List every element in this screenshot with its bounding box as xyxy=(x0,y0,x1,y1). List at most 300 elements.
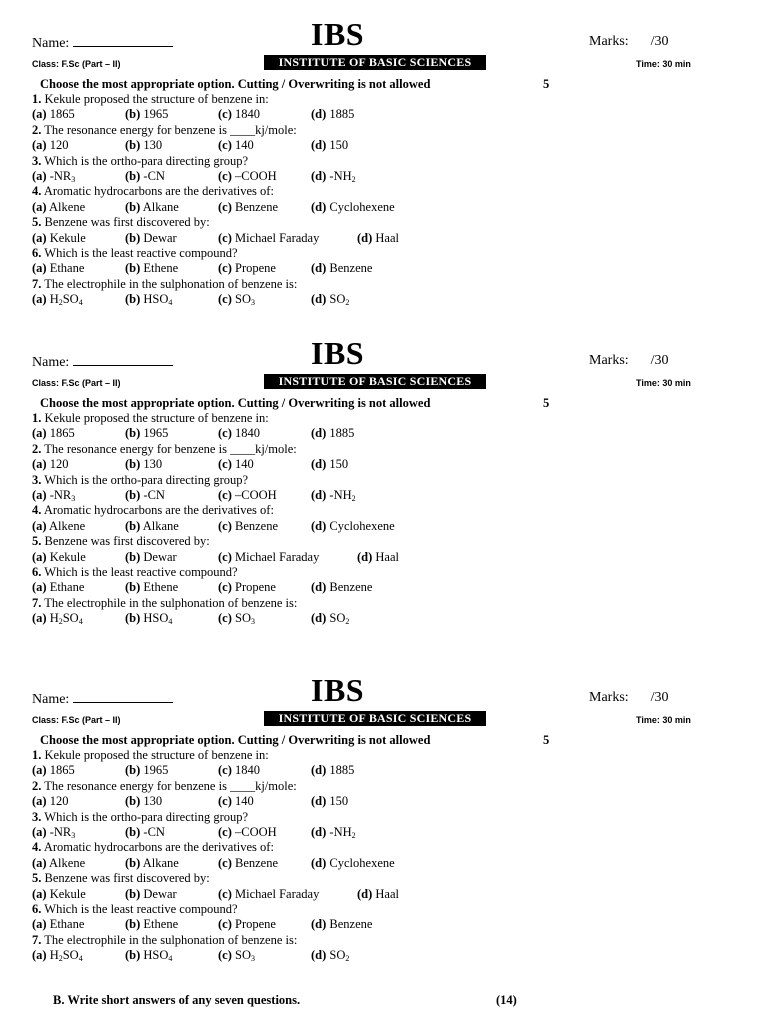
option-b[interactable] xyxy=(125,887,177,902)
institute-banner: INSTITUTE OF BASIC SCIENCES xyxy=(264,374,486,389)
question-text xyxy=(32,933,632,948)
option-value: –COOH xyxy=(235,487,277,502)
option-key: (d) xyxy=(311,855,327,870)
option-a[interactable] xyxy=(32,426,75,441)
option-key: (c) xyxy=(218,518,232,533)
option-subscript: 2 xyxy=(345,617,350,627)
option-d[interactable] xyxy=(311,580,372,595)
options-row xyxy=(32,107,632,122)
option-c[interactable] xyxy=(218,825,277,840)
option-b[interactable] xyxy=(125,107,168,122)
option-d[interactable] xyxy=(311,169,356,184)
question-stem: Which is the ortho-para directing group? xyxy=(44,809,249,824)
option-subscript: 3 xyxy=(71,830,76,840)
name-blank[interactable] xyxy=(73,34,173,47)
option-key: (d) xyxy=(311,138,327,153)
option-subscript: 2 xyxy=(58,954,63,964)
option-key: (c) xyxy=(218,292,232,307)
option-value: -NR xyxy=(49,487,72,502)
option-a[interactable] xyxy=(32,231,86,246)
option-value: Alkene xyxy=(49,518,86,533)
question-stem: Kekule proposed the structure of benzene in: xyxy=(44,92,269,106)
option-b[interactable] xyxy=(125,948,172,963)
option-value: 1840 xyxy=(235,763,260,778)
question-text xyxy=(32,442,632,457)
section-a-marks: 5 xyxy=(543,396,550,410)
option-c[interactable] xyxy=(218,763,260,778)
option-key: (c) xyxy=(218,168,232,183)
option-c[interactable] xyxy=(218,169,277,184)
options-row xyxy=(32,550,632,565)
option-subscript: 2 xyxy=(351,174,356,184)
option-key: (c) xyxy=(218,917,232,932)
options-row xyxy=(32,887,632,902)
section-a-instruction: Choose the most appropriate option. Cutting / Overwriting is not allowed xyxy=(40,733,431,747)
option-c[interactable] xyxy=(218,580,276,595)
marks-label: Marks: xyxy=(589,34,629,49)
option-d[interactable] xyxy=(311,426,354,441)
option-a[interactable] xyxy=(32,763,75,778)
option-value: 120 xyxy=(49,457,69,472)
option-a[interactable] xyxy=(32,107,75,122)
option-b[interactable] xyxy=(125,488,165,503)
question-text xyxy=(32,154,632,169)
option-b[interactable] xyxy=(125,611,172,626)
options-row xyxy=(32,825,632,840)
option-b[interactable] xyxy=(125,856,179,871)
option-d[interactable] xyxy=(357,231,399,246)
option-key: (c) xyxy=(218,199,232,214)
option-value: 130 xyxy=(143,138,163,153)
option-d[interactable] xyxy=(311,763,354,778)
question-number: 6. xyxy=(32,245,42,260)
question-stem: The resonance energy for benzene is ____kj/mole: xyxy=(44,441,297,456)
option-b[interactable] xyxy=(125,519,179,534)
institute-banner: INSTITUTE OF BASIC SCIENCES xyxy=(264,55,486,70)
option-a[interactable] xyxy=(32,488,75,503)
option-key: (a) xyxy=(32,107,47,122)
question-number: 7. xyxy=(32,932,42,947)
option-key: (d) xyxy=(311,763,327,778)
option-value: -CN xyxy=(143,487,165,502)
option-b[interactable] xyxy=(125,261,178,276)
name-blank[interactable] xyxy=(73,690,173,703)
question-text xyxy=(32,810,632,825)
option-value: 1840 xyxy=(235,107,260,122)
option-subscript: 4 xyxy=(168,298,173,308)
options-row xyxy=(32,292,632,307)
option-key: (b) xyxy=(125,457,141,472)
option-b[interactable] xyxy=(125,580,178,595)
option-a[interactable] xyxy=(32,457,68,472)
option-b[interactable] xyxy=(125,292,172,307)
option-d[interactable] xyxy=(357,887,399,902)
option-c[interactable] xyxy=(218,611,255,626)
option-key: (b) xyxy=(125,518,141,533)
question-number: 1. xyxy=(32,92,42,106)
option-key: (b) xyxy=(125,261,141,276)
option-value: Ethene xyxy=(143,917,179,932)
question-stem: Which is the ortho-para directing group? xyxy=(44,153,249,168)
option-key: (b) xyxy=(125,855,141,870)
option-key: (d) xyxy=(311,580,327,595)
options-row xyxy=(32,488,632,503)
marks-field xyxy=(589,690,669,706)
option-value: Alkane xyxy=(142,855,179,870)
question-number: 6. xyxy=(32,901,42,916)
option-c[interactable] xyxy=(218,948,255,963)
option-value: -NR xyxy=(49,168,72,183)
option-value: Alkane xyxy=(142,518,179,533)
option-b[interactable] xyxy=(125,138,162,153)
option-c[interactable] xyxy=(218,457,254,472)
option-b[interactable] xyxy=(125,231,177,246)
option-d[interactable] xyxy=(311,107,354,122)
option-key: (d) xyxy=(311,948,327,963)
marks-label: Marks: xyxy=(589,690,629,705)
options-row xyxy=(32,794,632,809)
option-d[interactable] xyxy=(311,138,348,153)
option-value-tail: SO xyxy=(62,948,79,963)
option-value: 120 xyxy=(49,794,69,809)
option-c[interactable] xyxy=(218,519,278,534)
option-c[interactable] xyxy=(218,231,319,246)
option-a[interactable] xyxy=(32,917,84,932)
option-value: 150 xyxy=(329,138,349,153)
option-b[interactable] xyxy=(125,457,162,472)
question-text xyxy=(32,184,632,199)
question-text xyxy=(32,215,632,230)
option-value: Ethene xyxy=(143,261,179,276)
option-key: (d) xyxy=(311,611,327,626)
section-b-marks: (14) xyxy=(496,993,517,1007)
option-key: (d) xyxy=(311,917,327,932)
option-value: 140 xyxy=(235,457,254,472)
section-a-instruction: Choose the most appropriate option. Cutting / Overwriting is not allowed xyxy=(40,77,431,91)
option-a[interactable] xyxy=(32,169,75,184)
option-value: 1865 xyxy=(49,426,75,441)
question-number: 4. xyxy=(32,503,42,518)
option-c[interactable] xyxy=(218,138,254,153)
question-stem: The resonance energy for benzene is ____kj/mole: xyxy=(44,778,297,793)
option-key: (d) xyxy=(311,794,327,809)
question-stem: Which is the least reactive compound? xyxy=(44,245,238,260)
option-d[interactable] xyxy=(311,261,372,276)
option-value: Kekule xyxy=(49,549,86,564)
marks-total: /30 xyxy=(650,690,669,705)
option-b[interactable] xyxy=(125,825,165,840)
question-text xyxy=(32,503,632,518)
class-label: Class: F.Sc (Part – II) xyxy=(32,378,121,388)
option-key: (c) xyxy=(218,261,232,276)
question-text xyxy=(32,123,632,138)
option-d[interactable] xyxy=(311,488,356,503)
option-d[interactable] xyxy=(311,794,348,809)
question-stem: The electrophile in the sulphonation of benzene is: xyxy=(44,932,298,947)
options-row xyxy=(32,138,632,153)
option-c[interactable] xyxy=(218,794,254,809)
option-key: (d) xyxy=(357,886,373,901)
option-b[interactable] xyxy=(125,550,177,565)
option-value: 1965 xyxy=(143,426,169,441)
option-c[interactable] xyxy=(218,426,260,441)
question-stem: Aromatic hydrocarbons are the derivatives of: xyxy=(43,503,274,518)
option-a[interactable] xyxy=(32,825,75,840)
question-stem: Benzene was first discovered by: xyxy=(44,534,210,549)
option-value: SO xyxy=(235,292,251,307)
name-blank[interactable] xyxy=(73,353,173,366)
option-d[interactable] xyxy=(311,917,372,932)
option-key: (d) xyxy=(311,824,327,839)
option-value: –COOH xyxy=(235,168,277,183)
option-value: SO xyxy=(329,948,346,963)
option-key: (b) xyxy=(125,199,141,214)
question-number: 4. xyxy=(32,840,42,855)
option-b[interactable] xyxy=(125,763,168,778)
option-key: (c) xyxy=(218,794,232,809)
option-key: (d) xyxy=(311,107,327,122)
option-a[interactable] xyxy=(32,292,83,307)
option-key: (a) xyxy=(32,168,47,183)
option-value: 1865 xyxy=(49,107,75,122)
option-key: (a) xyxy=(32,261,47,276)
option-value: 130 xyxy=(143,457,163,472)
option-key: (c) xyxy=(218,824,232,839)
option-key: (c) xyxy=(218,487,232,502)
option-value: 1965 xyxy=(143,107,169,122)
option-key: (b) xyxy=(125,426,141,441)
option-key: (c) xyxy=(218,457,232,472)
question-text xyxy=(32,902,632,917)
option-c[interactable] xyxy=(218,107,260,122)
option-key: (a) xyxy=(32,763,47,778)
option-value: Propene xyxy=(235,917,276,932)
options-row xyxy=(32,426,632,441)
question-number: 1. xyxy=(32,748,42,762)
option-b[interactable] xyxy=(125,794,162,809)
option-b[interactable] xyxy=(125,200,179,215)
time-label: Time: 30 min xyxy=(636,715,691,725)
option-key: (b) xyxy=(125,794,141,809)
option-a[interactable] xyxy=(32,200,85,215)
name-label: Name: xyxy=(32,36,70,51)
option-key: (c) xyxy=(218,580,232,595)
option-c[interactable] xyxy=(218,887,319,902)
marks-label: Marks: xyxy=(589,353,629,368)
question-text xyxy=(32,871,632,886)
option-c[interactable] xyxy=(218,856,278,871)
option-a[interactable] xyxy=(32,887,86,902)
option-a[interactable] xyxy=(32,856,85,871)
name-field xyxy=(32,353,173,371)
question-list xyxy=(32,748,632,963)
question-text xyxy=(32,246,632,261)
option-key: (b) xyxy=(125,580,141,595)
section-a-marks: 5 xyxy=(543,77,550,91)
option-key: (c) xyxy=(218,107,232,122)
name-field xyxy=(32,690,173,708)
option-d[interactable] xyxy=(311,948,349,963)
option-key: (a) xyxy=(32,457,47,472)
option-a[interactable] xyxy=(32,519,85,534)
option-key: (a) xyxy=(32,138,47,153)
option-d[interactable] xyxy=(311,292,349,307)
option-value: SO xyxy=(235,611,251,626)
option-key: (d) xyxy=(357,230,373,245)
question-text xyxy=(32,411,632,426)
class-label: Class: F.Sc (Part – II) xyxy=(32,715,121,725)
option-c[interactable] xyxy=(218,200,278,215)
option-key: (a) xyxy=(32,611,47,626)
option-value: H xyxy=(49,948,59,963)
option-value: Haal xyxy=(375,549,400,564)
option-key: (b) xyxy=(125,886,141,901)
option-value: Michael Faraday xyxy=(235,230,320,245)
name-field xyxy=(32,34,173,52)
question-text xyxy=(32,565,632,580)
quiz-block xyxy=(0,319,768,627)
option-value: Cyclohexene xyxy=(329,199,395,214)
option-key: (c) xyxy=(218,763,232,778)
option-b[interactable] xyxy=(125,426,168,441)
section-a-instruction: Choose the most appropriate option. Cutting / Overwriting is not allowed xyxy=(40,396,431,410)
option-d[interactable] xyxy=(311,200,395,215)
question-number: 3. xyxy=(32,809,42,824)
option-a[interactable] xyxy=(32,611,83,626)
question-number: 7. xyxy=(32,276,42,291)
option-value: 130 xyxy=(143,794,163,809)
question-number: 2. xyxy=(32,122,42,137)
option-value: Dewar xyxy=(143,230,177,245)
logo-title: IBS xyxy=(311,672,365,708)
option-value: Alkene xyxy=(49,199,86,214)
option-value: SO xyxy=(235,948,251,963)
option-b[interactable] xyxy=(125,917,178,932)
option-key: (d) xyxy=(311,292,327,307)
option-value: Cyclohexene xyxy=(329,518,395,533)
options-row xyxy=(32,763,632,778)
option-key: (a) xyxy=(32,794,47,809)
question-number: 6. xyxy=(32,564,42,579)
option-value: Ethene xyxy=(143,580,179,595)
options-row xyxy=(32,580,632,595)
option-subscript: 2 xyxy=(351,493,356,503)
question-stem: Which is the least reactive compound? xyxy=(44,901,238,916)
option-value: 1840 xyxy=(235,426,260,441)
option-subscript: 4 xyxy=(78,954,83,964)
option-value: Kekule xyxy=(49,886,86,901)
option-b[interactable] xyxy=(125,169,165,184)
option-value: -CN xyxy=(143,824,165,839)
option-subscript: 4 xyxy=(78,298,83,308)
name-label: Name: xyxy=(32,355,70,370)
question-stem: Aromatic hydrocarbons are the derivatives of: xyxy=(43,840,274,855)
section-b-instruction: B. Write short answers of any seven questions. xyxy=(53,993,301,1007)
question-stem: Benzene was first discovered by: xyxy=(44,215,210,230)
option-value: 1865 xyxy=(49,763,75,778)
option-c[interactable] xyxy=(218,292,255,307)
option-key: (a) xyxy=(32,917,47,932)
option-d[interactable] xyxy=(311,611,349,626)
option-value: Haal xyxy=(375,230,400,245)
options-row xyxy=(32,261,632,276)
option-key: (c) xyxy=(218,855,232,870)
option-key: (a) xyxy=(32,549,47,564)
question-text xyxy=(32,277,632,292)
option-value: H xyxy=(49,611,59,626)
options-row xyxy=(32,457,632,472)
quiz-block xyxy=(0,0,768,308)
option-key: (b) xyxy=(125,138,141,153)
option-value: H xyxy=(49,292,59,307)
question-number: 5. xyxy=(32,871,42,886)
option-value: SO xyxy=(329,292,346,307)
option-value: HSO xyxy=(143,948,169,963)
option-subscript: 3 xyxy=(250,954,255,964)
option-c[interactable] xyxy=(218,261,276,276)
option-d[interactable] xyxy=(311,519,395,534)
option-key: (a) xyxy=(32,199,47,214)
option-value: Kekule xyxy=(49,230,86,245)
option-c[interactable] xyxy=(218,488,277,503)
question-stem: The electrophile in the sulphonation of benzene is: xyxy=(44,595,298,610)
option-key: (b) xyxy=(125,292,141,307)
option-c[interactable] xyxy=(218,550,319,565)
option-value: Ethane xyxy=(49,261,85,276)
option-value: Haal xyxy=(375,886,400,901)
option-value: -NH xyxy=(329,487,352,502)
option-value: 140 xyxy=(235,794,254,809)
option-d[interactable] xyxy=(357,550,399,565)
option-c[interactable] xyxy=(218,917,276,932)
option-key: (d) xyxy=(311,261,327,276)
option-value: 150 xyxy=(329,794,349,809)
class-label: Class: F.Sc (Part – II) xyxy=(32,59,121,69)
option-d[interactable] xyxy=(311,457,348,472)
option-key: (c) xyxy=(218,138,232,153)
option-d[interactable] xyxy=(311,856,395,871)
question-stem: Aromatic hydrocarbons are the derivatives of: xyxy=(43,184,274,199)
option-subscript: 2 xyxy=(345,954,350,964)
option-key: (b) xyxy=(125,948,141,963)
option-d[interactable] xyxy=(311,825,356,840)
option-a[interactable] xyxy=(32,794,68,809)
option-value: 1885 xyxy=(329,107,355,122)
option-subscript: 3 xyxy=(71,493,76,503)
option-subscript: 2 xyxy=(58,617,63,627)
option-key: (a) xyxy=(32,292,47,307)
option-key: (d) xyxy=(311,487,327,502)
options-row xyxy=(32,519,632,534)
option-value: Propene xyxy=(235,580,276,595)
option-value: Dewar xyxy=(143,549,177,564)
options-row xyxy=(32,917,632,932)
options-row xyxy=(32,231,632,246)
name-label: Name: xyxy=(32,692,70,707)
question-stem: Benzene was first discovered by: xyxy=(44,871,210,886)
option-value: Ethane xyxy=(49,917,85,932)
option-a[interactable] xyxy=(32,948,83,963)
question-stem: Kekule proposed the structure of benzene in: xyxy=(44,748,269,762)
option-value: -CN xyxy=(143,168,165,183)
option-key: (b) xyxy=(125,549,141,564)
option-key: (a) xyxy=(32,487,47,502)
option-a[interactable] xyxy=(32,580,84,595)
option-a[interactable] xyxy=(32,261,84,276)
option-a[interactable] xyxy=(32,138,68,153)
option-key: (b) xyxy=(125,763,141,778)
option-a[interactable] xyxy=(32,550,86,565)
